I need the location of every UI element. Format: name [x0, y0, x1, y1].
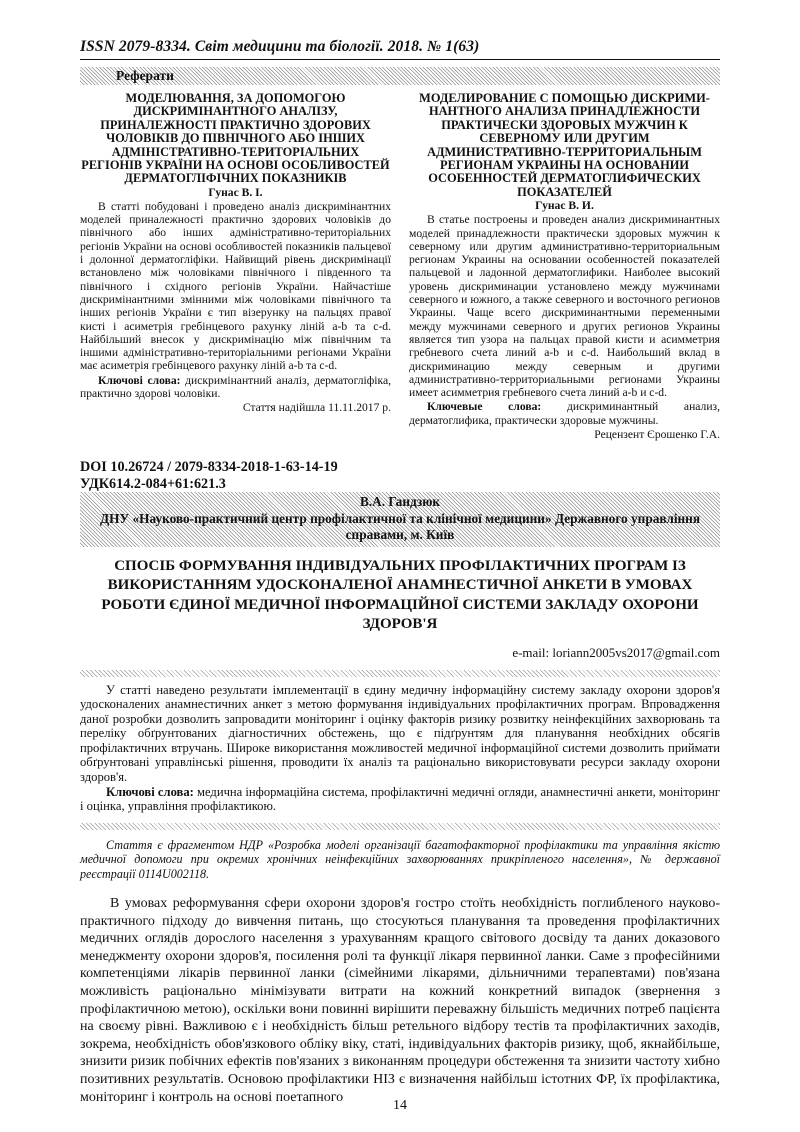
abstract-body-russian: В статье построены и проведен анализ дискриминантных моделей принадлежности практически здоровых мужчин к северному или другим административно-территориальным регионам Украины на основании особенностей показателей пальцевой и ладонной дерматоглифики. Наиболее высокий уровень дискриминации установлено между мужчинами северного и южного, а также северного и восточного регионов Украины. Чаще всего дискриминантными переменными между мужчинами северного и других регионов Украины является тип узора на пальцах правой кисти и асимметрия гребневого счета линий a-b и c-d. Наибольший вклад в дискриминацию между северным и другими административно-территориальными регионами Украины имеет асимметрия гребневого счета линий a-b и c-d.: [409, 213, 720, 400]
running-head: ISSN 2079-8334. Світ медицини та біології. 2018. № 1(63): [80, 38, 480, 55]
funding-note: Стаття є фрагментом НДР «Розробка моделі організації багатофакторної профілактики та управління якістю медичної допомоги при окремих хронічних неінфекційних захворюваннях прикріпленого населення», № державної реєстрації 0114U002118.: [80, 837, 720, 881]
abstract-column-russian: [409, 92, 720, 442]
article-author-band: [80, 492, 720, 547]
article-abstract: У статті наведено результати імплементації в єдину медичну інформаційну систему закладу охорони здоров'я удосконалених анамнестичних анкет з метою формування індивідуальних профілактичних програм. Впровадження даної розробки дозволить запровадити моніторинг і оцінку факторів ризику розвитку неінфекційних захворювань та переліку обґрунтованих діагностичних обстежень, що є підґрунтям для планування необхідних обсягів профілактичних втручань. Широке використання можливостей медичної інформаційної системи дозволить приймати обґрунтовані управлінські рішення, проводити їх аналіз та раціонально використовувати ресурси закладу охорони здоров'я.: [80, 682, 720, 785]
abstract-title-russian: МОДЕЛИРОВАНИЕ С ПОМОЩЬЮ ДИСКРИМИ-НАНТНОГО АНАЛИЗА ПРИНАДЛЕЖНОСТИ ПРАКТИЧЕСКИ ЗДОРОВЫХ МУЖЧИН К СЕВЕРНОМУ ИЛИ ДРУГИМ АДМИНИСТРАТИВНО-ТЕРРИТОРИАЛЬНЫМ РЕГИОНАМ УКРАИНЫ НА ОСНОВАНИИ ОСОБЕННОСТЕЙ ДЕРМАТОГЛИФИЧЕСКИХ ПОКАЗАТЕЛЕЙ: [419, 91, 710, 199]
article-keywords: [80, 785, 720, 814]
abstract-reviewer-russian: Рецензент Єрошенко Г.А.: [594, 428, 720, 441]
running-head-rule: [80, 59, 720, 60]
hatched-divider-bottom: [80, 823, 720, 830]
article-keywords-text: медична інформаційна система, профілактичні медичні огляди, анамнестичні анкети, моніторинг і оцінка, управління профілактикою.: [80, 784, 720, 814]
abstract-author-russian: Гунас В. И.: [535, 199, 594, 213]
abstract-keywords-ukrainian: [80, 374, 391, 401]
identifier-block: [80, 459, 720, 492]
reports-section-label: Реферати: [116, 68, 174, 83]
article-title: СПОСІБ ФОРМУВАННЯ ІНДИВІДУАЛЬНИХ ПРОФІЛАКТИЧНИХ ПРОГРАМ ІЗ ВИКОРИСТАННЯМ УДОСКОНАЛЕНОЇ АНАМНЕСТИЧНОЇ АНКЕТИ В УМОВАХ РОБОТИ ЄДИНОЇ МЕДИЧНОЇ ІНФОРМАЦІЙНОЇ СИСТЕМИ ЗАКЛАДУ ОХОРОНИ ЗДОРОВ'Я: [101, 557, 699, 632]
abstract-keywords-label-ukrainian: Ключові слова:: [98, 373, 181, 387]
abstract-keywords-text-ukrainian: дискримінантний аналіз, дерматогліфіка, практично здорові чоловіки.: [80, 373, 391, 400]
abstract-title-ukrainian: МОДЕЛЮВАННЯ, ЗА ДОПОМОГОЮ ДИСКРИМІНАНТНОГО АНАЛІЗУ, ПРИНАЛЕЖНОСТІ ПРАКТИЧНО ЗДОРОВИХ ЧОЛОВІКІВ ДО ПІВНІЧНОГО АБО ІНШИХ АДМІНІСТРАТИВНО-ТЕРИТОРІАЛЬНИХ РЕГІОНІВ УКРАЇНИ НА ОСНОВІ ОСОБЛИВОСТЕЙ ДЕРМАТОГЛІФІЧНИХ ПОКАЗНИКІВ: [81, 91, 390, 186]
doi-line[interactable]: DOI 10.26724 / 2079-8334-2018-1-63-14-19: [80, 459, 338, 475]
abstract-keywords-label-russian: Ключевые слова:: [427, 400, 542, 414]
reports-section-band: [80, 67, 720, 85]
article-body: [80, 895, 720, 1106]
abstract-body-ukrainian: В статті побудовані і проведено аналіз дискримінантних моделей приналежності практично здорових чоловіків до північного або інших адміністративно-територіальних регіонів України на основі особливостей показників пальцевої і долонної дерматогліфіки. Найвищий рівень дискримінації встановлено між чоловіками північного і південного та північного і східного регіонів України. Найчастіше дискримінантними змінними між чоловіками північного та інших регіонів України є тип візерунку на пальцях правої кисті і асиметрія гребінцевого рахунку ліній a-b та c-d. Найбільший внесок у дискримінацію між північним та іншими адміністративно-територіальними регіонами України має асиметрія гребінцевого рахунку ліній a-b та c-d.: [80, 199, 391, 373]
abstract-keywords-text-russian: дискриминантный анализ, дерматоглифика, практически здоровые мужчины.: [409, 400, 721, 427]
abstract-author-ukrainian: Гунас В. І.: [208, 185, 263, 199]
abstract-received-date-ukrainian: Стаття надійшла 11.11.2017 р.: [242, 401, 391, 415]
udc-line: УДК614.2-084+61:621.3: [80, 475, 226, 492]
abstract-keywords-russian: [409, 400, 720, 427]
article-email[interactable]: e-mail: loriann2005vs2017@gmail.com: [512, 644, 720, 660]
article-body-paragraph: В умовах реформування сфери охорони здоров'я гостро стоїть необхідність поглибленого науково-практичного підходу до вивчення питань, що стосуються планування та проведення профілактичних медичних оглядів дорослого населення з урахуванням кращого світового досвіду та даних доказового менеджменту охорони здоров'я, посилення ролі та функції лікаря первинної ланки. Саме з професійними компетенціями лікарів первинної ланки (сімейними лікарями, дільничними терапевтами) пов'язана можливість раціонально мінімізувати витрати на кожний конкретний випадок (звернення з профілактичною метою), оскільки вони повинні вирішити переважну більшість медичних потреб пацієнта на своєму рівні. Важливою є і необхідність більш ретельного відбору тестів та профілактичних заходів, зокрема, необхідність обов'язкового обліку віку, статі, індивідуальних факторів ризику, щоб, якнайбільше, знизити ризик побічних ефектів пов'язаних з виконанням процедури обстеження та знизити частоту хибно позитивних результатів. Основою профілактики НІЗ є визначення найбільш істотних ФР, їх профілактика, моніторинг і контроль на основі поетапного: [80, 896, 720, 1105]
bilingual-abstract-columns: [80, 92, 720, 442]
article-author-name: В.А. Гандзюк: [359, 494, 441, 509]
abstract-column-ukrainian: [80, 92, 391, 442]
hatched-divider-top: [80, 670, 720, 677]
article-keywords-label: Ключові слова:: [106, 784, 194, 799]
article-affiliation: ДНУ «Науково-практичний центр профілактичної та клінічної медицини» Державного управління справами, м. Київ: [99, 510, 701, 542]
page-number: 14: [393, 1098, 407, 1113]
